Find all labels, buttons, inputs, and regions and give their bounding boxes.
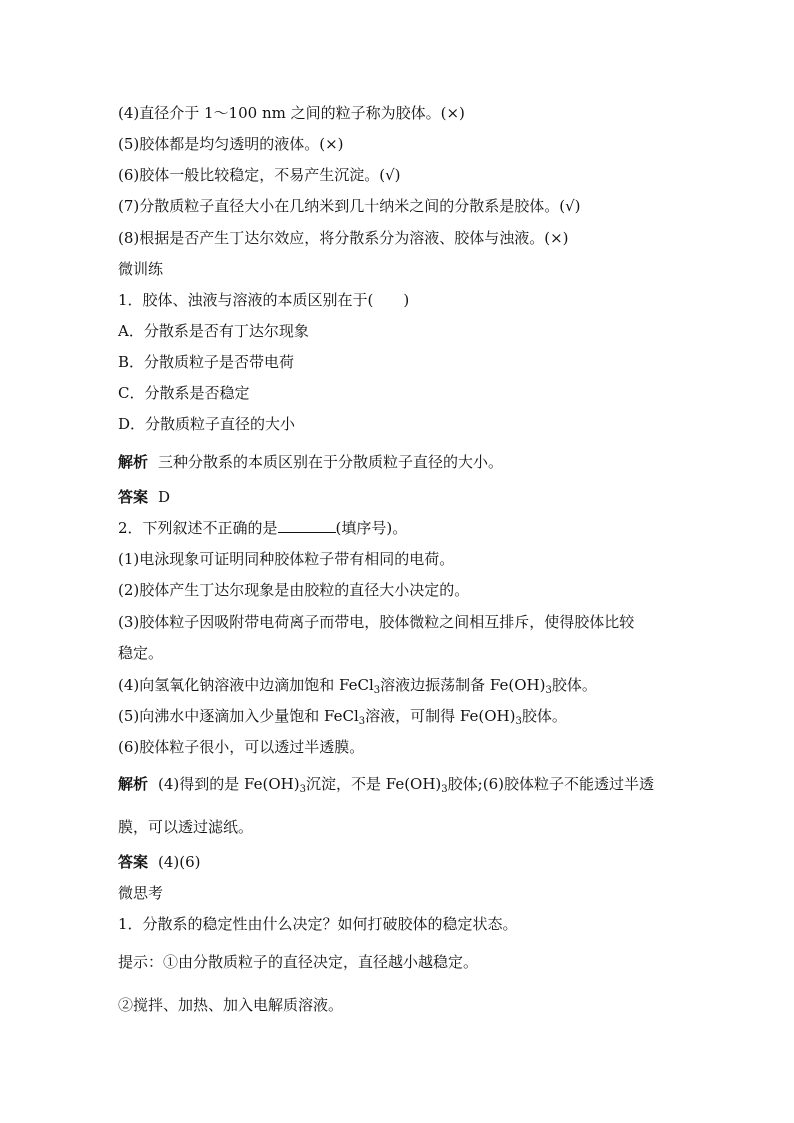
question-2-item-5: (5)向沸水中逐滴加入少量饱和 FeCl$_3$溶液，可制得 $Fe(OH)_3$胶体。: [118, 707, 567, 727]
question-2-item-4: (4)向氢氧化钠溶液中边滴加饱和 FeCl$_3$溶液边振荡制备 $Fe(OH)_3$胶体。: [118, 676, 597, 696]
statement-5: (5)胶体都是均匀透明的液体。(×): [118, 135, 344, 153]
question-2-item-3-line-1: (3)胶体粒子因吸附带电荷离子而带电，胶体微粒之间相互排斥，使得胶体比较: [118, 613, 635, 631]
question-1-option-d: D．分散质粒子直径的大小: [118, 415, 296, 433]
analysis-label: 解析: [118, 453, 149, 471]
question-2-item-3-line-2: 稳定。: [118, 644, 164, 662]
analysis-label: 解析: [118, 775, 149, 793]
question-2-answer: [118, 852, 201, 872]
statement-4: (4)直径介于 1～100 nm 之间的粒子称为胶体。(×): [118, 104, 465, 122]
answer-label: 答案: [118, 853, 149, 871]
answer-text: (4)(6): [158, 853, 201, 871]
statement-7: (7)分散质粒子直径大小在几纳米到几十纳米之间的分散系是胶体。(√): [118, 197, 581, 215]
statement-6: (6)胶体一般比较稳定，不易产生沉淀。(√): [118, 166, 401, 184]
question-2-analysis-line-1: 解析 (4)得到的是 $Fe(OH)_3$沉淀，不是 $Fe(OH)_3$胶体;(6)胶体粒子不能透过半透: [118, 775, 654, 795]
statement-8: (8)根据是否产生丁达尔效应，将分散系分为溶液、胶体与浊液。(×): [118, 229, 569, 247]
practice-heading: 微训练: [118, 260, 164, 278]
answer-text: D: [158, 488, 171, 506]
question-2-item-2: (2)胶体产生丁达尔现象是由胶粒的直径大小决定的。: [118, 581, 470, 599]
thinking-hint-1: 提示：①由分散质粒子的直径决定，直径越小越稳定。: [118, 953, 479, 971]
question-2-item-6: (6)胶体粒子很小，可以透过半透膜。: [118, 738, 365, 756]
question-2-analysis-line-2: 膜，可以透过滤纸。: [118, 818, 254, 836]
thinking-question-1: 1．分散系的稳定性由什么决定？如何打破胶体的稳定状态。: [118, 915, 518, 933]
question-1-stem: 1．胶体、浊液与溶液的本质区别在于( ): [118, 291, 410, 309]
thinking-hint-2: ②搅拌、加热、加入电解质溶液。: [118, 996, 344, 1014]
question-2-item-1: (1)电泳现象可证明同种胶体粒子带有相同的电荷。: [118, 550, 455, 568]
question-1-option-a: A．分散系是否有丁达尔现象: [118, 322, 309, 340]
question-2-stem: 2．下列叙述不正确的是 (填序号)。: [118, 519, 408, 537]
question-1-option-b: B．分散质粒子是否带电荷: [118, 353, 295, 371]
question-1-answer: [118, 487, 170, 507]
question-1-option-c: C．分散系是否稳定: [118, 384, 250, 402]
analysis-text: 三种分散系的本质区别在于分散质粒子直径的大小。: [158, 453, 504, 471]
thinking-heading: 微思考: [118, 884, 164, 902]
hint-label: 提示：: [118, 953, 164, 971]
answer-blank: [278, 518, 336, 533]
question-1-analysis: [118, 452, 503, 472]
answer-label: 答案: [118, 488, 149, 506]
